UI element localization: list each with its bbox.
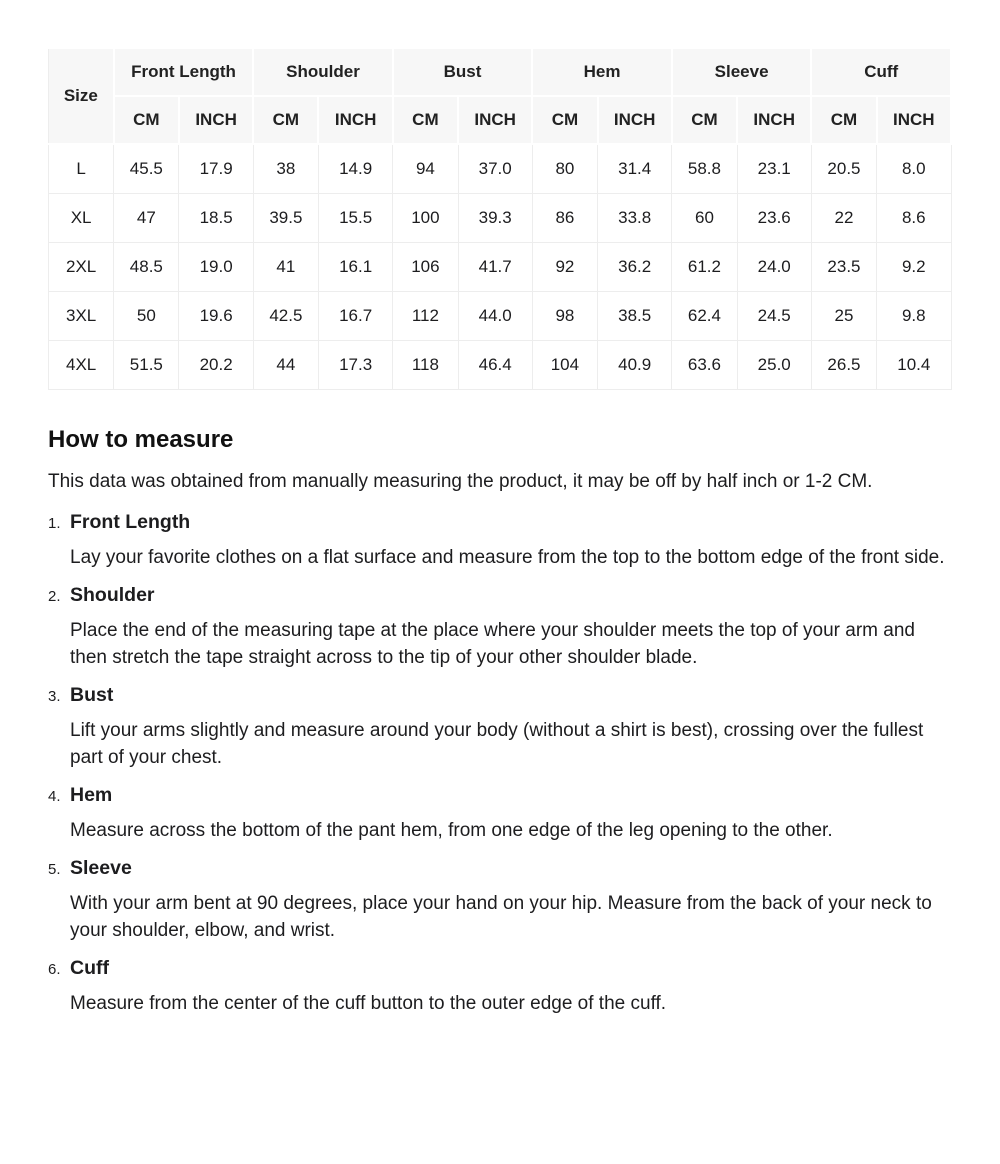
measurement-cell: 16.1 bbox=[318, 242, 392, 291]
measurement-cell: 20.2 bbox=[179, 340, 253, 389]
column-header-size: Size bbox=[49, 48, 114, 144]
step-body bbox=[70, 781, 952, 854]
unit-header-cm: CM bbox=[532, 96, 597, 144]
measurement-cell: 48.5 bbox=[114, 242, 179, 291]
size-label: 3XL bbox=[49, 291, 114, 340]
measurement-cell: 23.6 bbox=[737, 193, 811, 242]
measurement-cell: 37.0 bbox=[458, 144, 532, 193]
measurement-cell: 46.4 bbox=[458, 340, 532, 389]
measurement-cell: 25 bbox=[811, 291, 876, 340]
unit-header-cm: CM bbox=[393, 96, 458, 144]
measurement-cell: 19.0 bbox=[179, 242, 253, 291]
measurement-cell: 24.0 bbox=[737, 242, 811, 291]
step-term: Hem bbox=[70, 783, 113, 806]
measurement-cell: 19.6 bbox=[179, 291, 253, 340]
step-body bbox=[70, 508, 952, 581]
column-group-shoulder: Shoulder bbox=[253, 48, 393, 96]
size-chart-header bbox=[49, 48, 952, 144]
column-group-sleeve: Sleeve bbox=[672, 48, 812, 96]
size-label: 2XL bbox=[49, 242, 114, 291]
measurement-cell: 26.5 bbox=[811, 340, 876, 389]
measurement-cell: 47 bbox=[114, 193, 179, 242]
measurement-cell: 51.5 bbox=[114, 340, 179, 389]
measurement-cell: 40.9 bbox=[598, 340, 672, 389]
measurement-cell: 94 bbox=[393, 144, 458, 193]
step-number: 1. bbox=[48, 514, 61, 532]
measurement-cell: 22 bbox=[811, 193, 876, 242]
table-row-xl bbox=[49, 193, 952, 242]
unit-header-inch: INCH bbox=[318, 96, 392, 144]
step-number: 4. bbox=[48, 787, 61, 805]
step-body bbox=[70, 954, 952, 1027]
size-label: L bbox=[49, 144, 114, 193]
unit-header-cm: CM bbox=[811, 96, 876, 144]
measurement-cell: 44 bbox=[253, 340, 318, 389]
step-term: Bust bbox=[70, 683, 114, 706]
step-number: 2. bbox=[48, 587, 61, 605]
how-to-measure-intro: This data was obtained from manually measuring the product, it may be off by half inch or 1-2 CM. bbox=[48, 470, 873, 492]
measurement-cell: 25.0 bbox=[737, 340, 811, 389]
measurement-cell: 17.3 bbox=[318, 340, 392, 389]
measurement-cell: 14.9 bbox=[318, 144, 392, 193]
measure-step-cuff bbox=[48, 954, 952, 1027]
measurement-cell: 92 bbox=[532, 242, 597, 291]
step-term: Shoulder bbox=[70, 583, 155, 606]
measurement-cell: 33.8 bbox=[598, 193, 672, 242]
how-to-measure-title: How to measure bbox=[48, 425, 234, 453]
column-group-front-length: Front Length bbox=[114, 48, 254, 96]
measurement-cell: 39.5 bbox=[253, 193, 318, 242]
unit-header-cm: CM bbox=[114, 96, 179, 144]
size-label: 4XL bbox=[49, 340, 114, 389]
measurement-cell: 10.4 bbox=[877, 340, 951, 389]
measurement-cell: 58.8 bbox=[672, 144, 737, 193]
column-group-bust: Bust bbox=[393, 48, 533, 96]
column-group-cuff: Cuff bbox=[811, 48, 951, 96]
step-number: 3. bbox=[48, 687, 61, 705]
measurement-cell: 38 bbox=[253, 144, 318, 193]
measurement-cell: 80 bbox=[532, 144, 597, 193]
measurement-cell: 24.5 bbox=[737, 291, 811, 340]
step-number: 5. bbox=[48, 860, 61, 878]
table-row-l bbox=[49, 144, 952, 193]
step-body bbox=[70, 581, 952, 681]
unit-header-inch: INCH bbox=[458, 96, 532, 144]
step-description: With your arm bent at 90 degrees, place your hand on your hip. Measure from the back of your neck to your shoulder, elbow, and wrist. bbox=[70, 892, 932, 941]
measurement-cell: 41 bbox=[253, 242, 318, 291]
measurement-cell: 42.5 bbox=[253, 291, 318, 340]
size-chart-table bbox=[48, 47, 952, 390]
measurement-cell: 60 bbox=[672, 193, 737, 242]
measure-step-sleeve bbox=[48, 854, 952, 954]
step-description: Lift your arms slightly and measure around your body (without a shirt is best), crossing over the fullest part of your chest. bbox=[70, 719, 924, 768]
measurement-cell: 38.5 bbox=[598, 291, 672, 340]
step-number: 6. bbox=[48, 960, 61, 978]
step-term: Sleeve bbox=[70, 856, 132, 879]
measurement-cell: 106 bbox=[393, 242, 458, 291]
unit-header-cm: CM bbox=[253, 96, 318, 144]
measure-steps-list bbox=[48, 508, 952, 1027]
size-label: XL bbox=[49, 193, 114, 242]
measurement-cell: 61.2 bbox=[672, 242, 737, 291]
measurement-cell: 15.5 bbox=[318, 193, 392, 242]
measure-step-shoulder bbox=[48, 581, 952, 681]
unit-header-cm: CM bbox=[672, 96, 737, 144]
measurement-cell: 45.5 bbox=[114, 144, 179, 193]
measurement-cell: 9.2 bbox=[877, 242, 951, 291]
measurement-cell: 36.2 bbox=[598, 242, 672, 291]
unit-header-inch: INCH bbox=[877, 96, 951, 144]
measurement-cell: 118 bbox=[393, 340, 458, 389]
measurement-cell: 8.6 bbox=[877, 193, 951, 242]
step-description: Measure from the center of the cuff button to the outer edge of the cuff. bbox=[70, 992, 667, 1014]
column-group-hem: Hem bbox=[532, 48, 672, 96]
step-description: Lay your favorite clothes on a flat surface and measure from the top to the bottom edge of the front side. bbox=[70, 546, 945, 568]
measurement-cell: 16.7 bbox=[318, 291, 392, 340]
measurement-cell: 50 bbox=[114, 291, 179, 340]
measurement-cell: 44.0 bbox=[458, 291, 532, 340]
table-row-2xl bbox=[49, 242, 952, 291]
measurement-cell: 39.3 bbox=[458, 193, 532, 242]
unit-header-inch: INCH bbox=[179, 96, 253, 144]
measurement-cell: 23.5 bbox=[811, 242, 876, 291]
step-body bbox=[70, 681, 952, 781]
measurement-cell: 9.8 bbox=[877, 291, 951, 340]
measurement-cell: 20.5 bbox=[811, 144, 876, 193]
measurement-cell: 8.0 bbox=[877, 144, 951, 193]
step-description: Measure across the bottom of the pant hem, from one edge of the leg opening to the other. bbox=[70, 819, 833, 841]
measurement-cell: 86 bbox=[532, 193, 597, 242]
unit-header-inch: INCH bbox=[598, 96, 672, 144]
size-chart-body bbox=[49, 144, 952, 389]
table-row-4xl bbox=[49, 340, 952, 389]
step-term: Front Length bbox=[70, 510, 191, 533]
header-group-row bbox=[49, 48, 952, 96]
measurement-cell: 104 bbox=[532, 340, 597, 389]
measurement-cell: 98 bbox=[532, 291, 597, 340]
table-row-3xl bbox=[49, 291, 952, 340]
measurement-cell: 100 bbox=[393, 193, 458, 242]
measurement-cell: 112 bbox=[393, 291, 458, 340]
measurement-cell: 18.5 bbox=[179, 193, 253, 242]
step-body bbox=[70, 854, 952, 954]
measure-step-front-length bbox=[48, 508, 952, 581]
measurement-cell: 62.4 bbox=[672, 291, 737, 340]
header-unit-row bbox=[49, 96, 952, 144]
measurement-cell: 17.9 bbox=[179, 144, 253, 193]
step-term: Cuff bbox=[70, 956, 109, 979]
measurement-cell: 41.7 bbox=[458, 242, 532, 291]
measurement-cell: 31.4 bbox=[598, 144, 672, 193]
measure-step-bust bbox=[48, 681, 952, 781]
step-description: Place the end of the measuring tape at the place where your shoulder meets the top of your arm and then stretch the tape straight across to the tip of your other shoulder blade. bbox=[70, 619, 915, 668]
measurement-cell: 63.6 bbox=[672, 340, 737, 389]
unit-header-inch: INCH bbox=[737, 96, 811, 144]
measurement-cell: 23.1 bbox=[737, 144, 811, 193]
measure-step-hem bbox=[48, 781, 952, 854]
